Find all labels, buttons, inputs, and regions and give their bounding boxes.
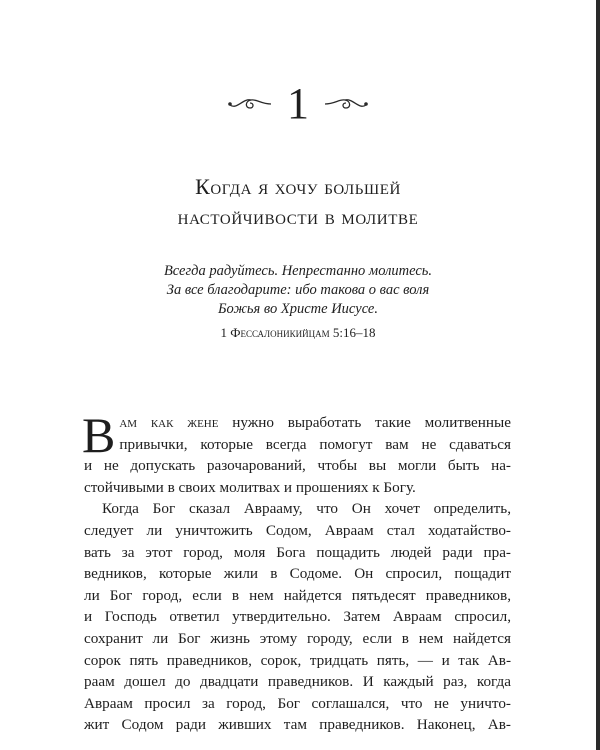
drop-cap: В: [82, 407, 116, 463]
chapter-title: [0, 172, 596, 232]
text-line: [84, 412, 511, 434]
paragraph-1: [82, 407, 511, 498]
text-line: ведников, которые жили в Содоме. Он спросил, пощадит: [84, 565, 511, 583]
chapter-title-line-1: Когда я хочу большей: [195, 174, 401, 199]
text-line: жит Содом ради живших там праведников. Наконец, Ав-: [84, 716, 511, 734]
lead-in-small-caps: ам как жене: [119, 414, 219, 431]
epigraph-line: Божья во Христе Иисусе.: [218, 301, 378, 317]
text-line: и не допускать разочарований, чтобы вы могли быть на-: [84, 457, 511, 475]
text-line-rest: нужно выработать такие молитвенные: [218, 414, 511, 431]
page-edge-shadow: [596, 0, 600, 750]
text-line: следует ли уничтожить Содом, Авраам стал ходатайство-: [84, 521, 511, 539]
text-line: ли Бог город, если в нем найдется пятьдесят праведников,: [84, 586, 511, 604]
text-line: Когда Бог сказал Аврааму, что Он хочет определить,: [102, 500, 511, 518]
left-flourish-ornament: [227, 96, 273, 112]
text-line: и Господь ответил утвердительно. Затем Авраам спросил,: [84, 608, 511, 626]
chapter-heading: [0, 79, 596, 128]
text-line: Авраам просил за город, Бог соглашался, что не уничто-: [84, 694, 511, 712]
epigraph: [0, 262, 596, 342]
chapter-title-line-2: настойчивости в молитве: [177, 204, 419, 229]
epigraph-line: За все благодарите: ибо такова о вас воля: [166, 282, 430, 298]
chapter-body: [82, 407, 511, 736]
chapter-number: 1: [287, 79, 309, 128]
text-line: привычки, которые всегда помогут вам не сдаваться: [119, 435, 511, 453]
text-line: вать за этот город, моля Бога пощадить людей ради пра-: [84, 543, 511, 561]
text-line: раам дошел до двадцати праведников. И каждый раз, когда: [84, 673, 511, 691]
text-line: стойчивыми в своих молитвах и прошениях к Богу.: [84, 478, 416, 496]
paragraph-2: [84, 498, 511, 736]
epigraph-line: Всегда радуйтесь. Непрестанно молитесь.: [163, 263, 433, 279]
right-flourish-ornament: [323, 96, 369, 112]
text-line: сорок пять праведников, сорок, тридцать пять, — и так Ав-: [84, 651, 511, 669]
text-line: сохранит ли Бог жизнь этому городу, если в нем найдется: [84, 629, 511, 647]
epigraph-reference: 1 Фессалоникийцам 5:16–18: [220, 325, 376, 340]
